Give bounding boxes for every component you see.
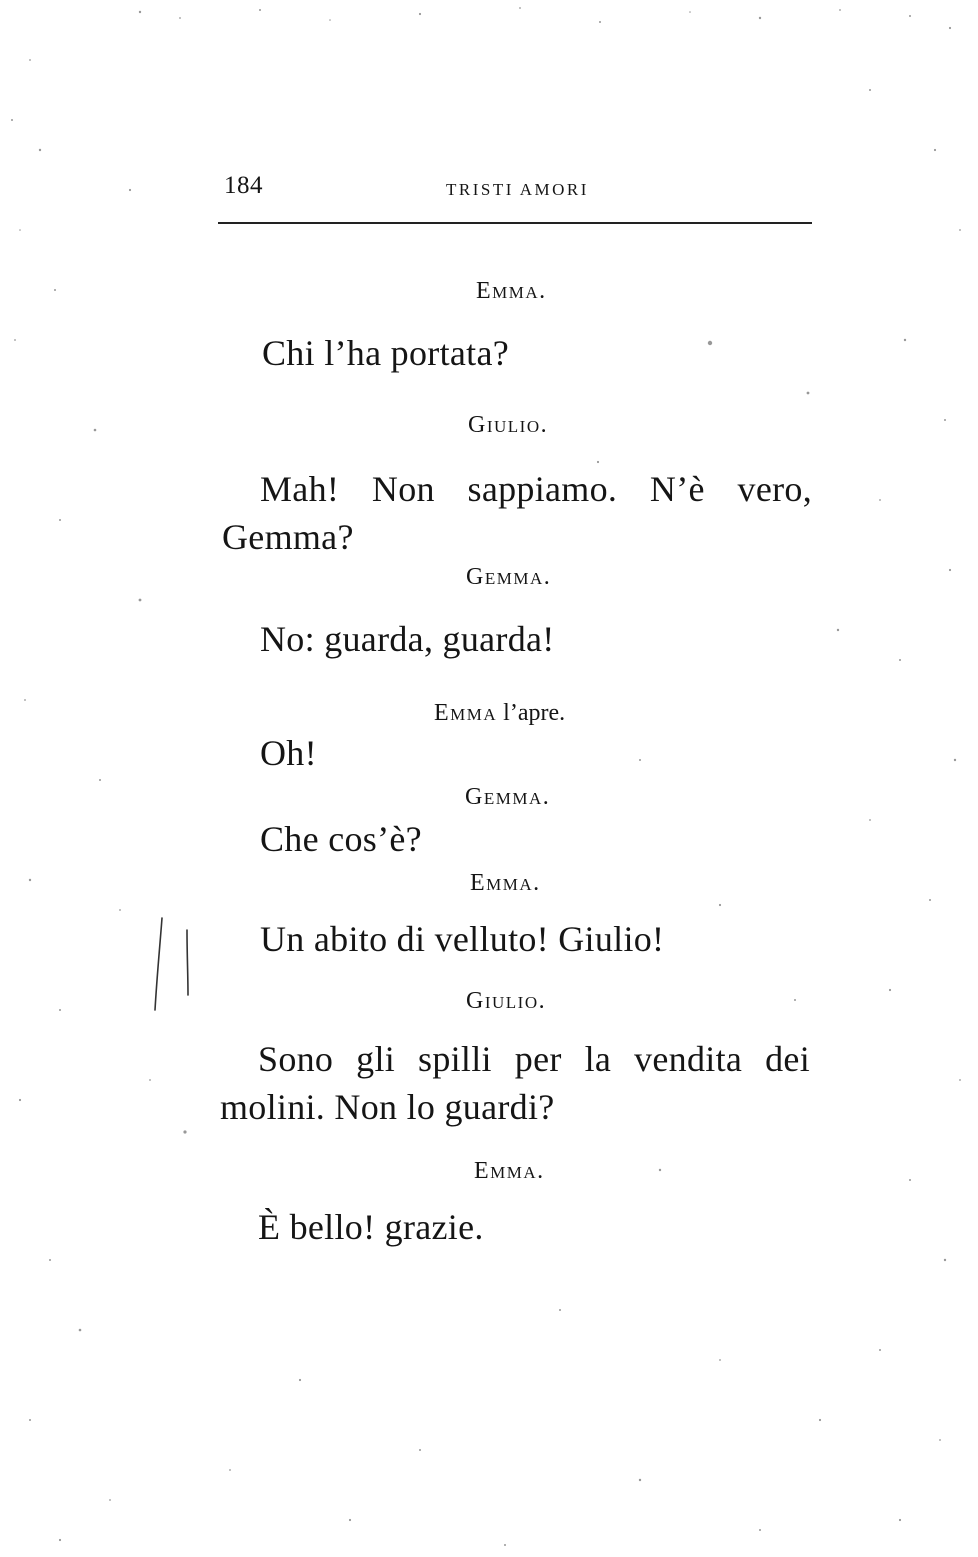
dialogue-line: È bello! grazie. bbox=[258, 1207, 484, 1247]
stage-direction bbox=[434, 700, 565, 727]
dialogue-line: No: guarda, guarda! bbox=[260, 619, 555, 659]
dialogue-line: Oh! bbox=[260, 733, 317, 773]
speaker-label: Emma. bbox=[476, 278, 547, 304]
dialogue-line: Chi l’ha portata? bbox=[262, 333, 510, 373]
stage-direction-text: l’apre. bbox=[503, 700, 566, 726]
speaker-label: Emma. bbox=[470, 870, 541, 896]
dialogue-line-continuation: molini. Non lo guardi? bbox=[220, 1087, 555, 1127]
speaker-label: Emma. bbox=[474, 1158, 545, 1184]
dialogue-line-continuation: Gemma? bbox=[222, 517, 354, 557]
running-title: TRISTI AMORI bbox=[446, 180, 589, 199]
dialogue-line: Che cos’è? bbox=[260, 819, 422, 859]
page-number: 184 bbox=[224, 172, 263, 199]
speaker-label: Gemma. bbox=[466, 564, 552, 590]
speaker-label: Giulio. bbox=[468, 412, 549, 438]
stage-direction-speaker: Emma bbox=[434, 700, 498, 726]
speaker-label: Giulio. bbox=[466, 988, 547, 1014]
dialogue-line: Sono gli spilli per la vendita dei bbox=[258, 1039, 810, 1079]
header-rule-divider bbox=[218, 222, 812, 224]
dialogue-line: Mah! Non sappiamo. N’è vero, bbox=[260, 469, 812, 509]
dialogue-line: Un abito di velluto! Giulio! bbox=[260, 919, 665, 959]
speaker-label: Gemma. bbox=[465, 784, 551, 810]
